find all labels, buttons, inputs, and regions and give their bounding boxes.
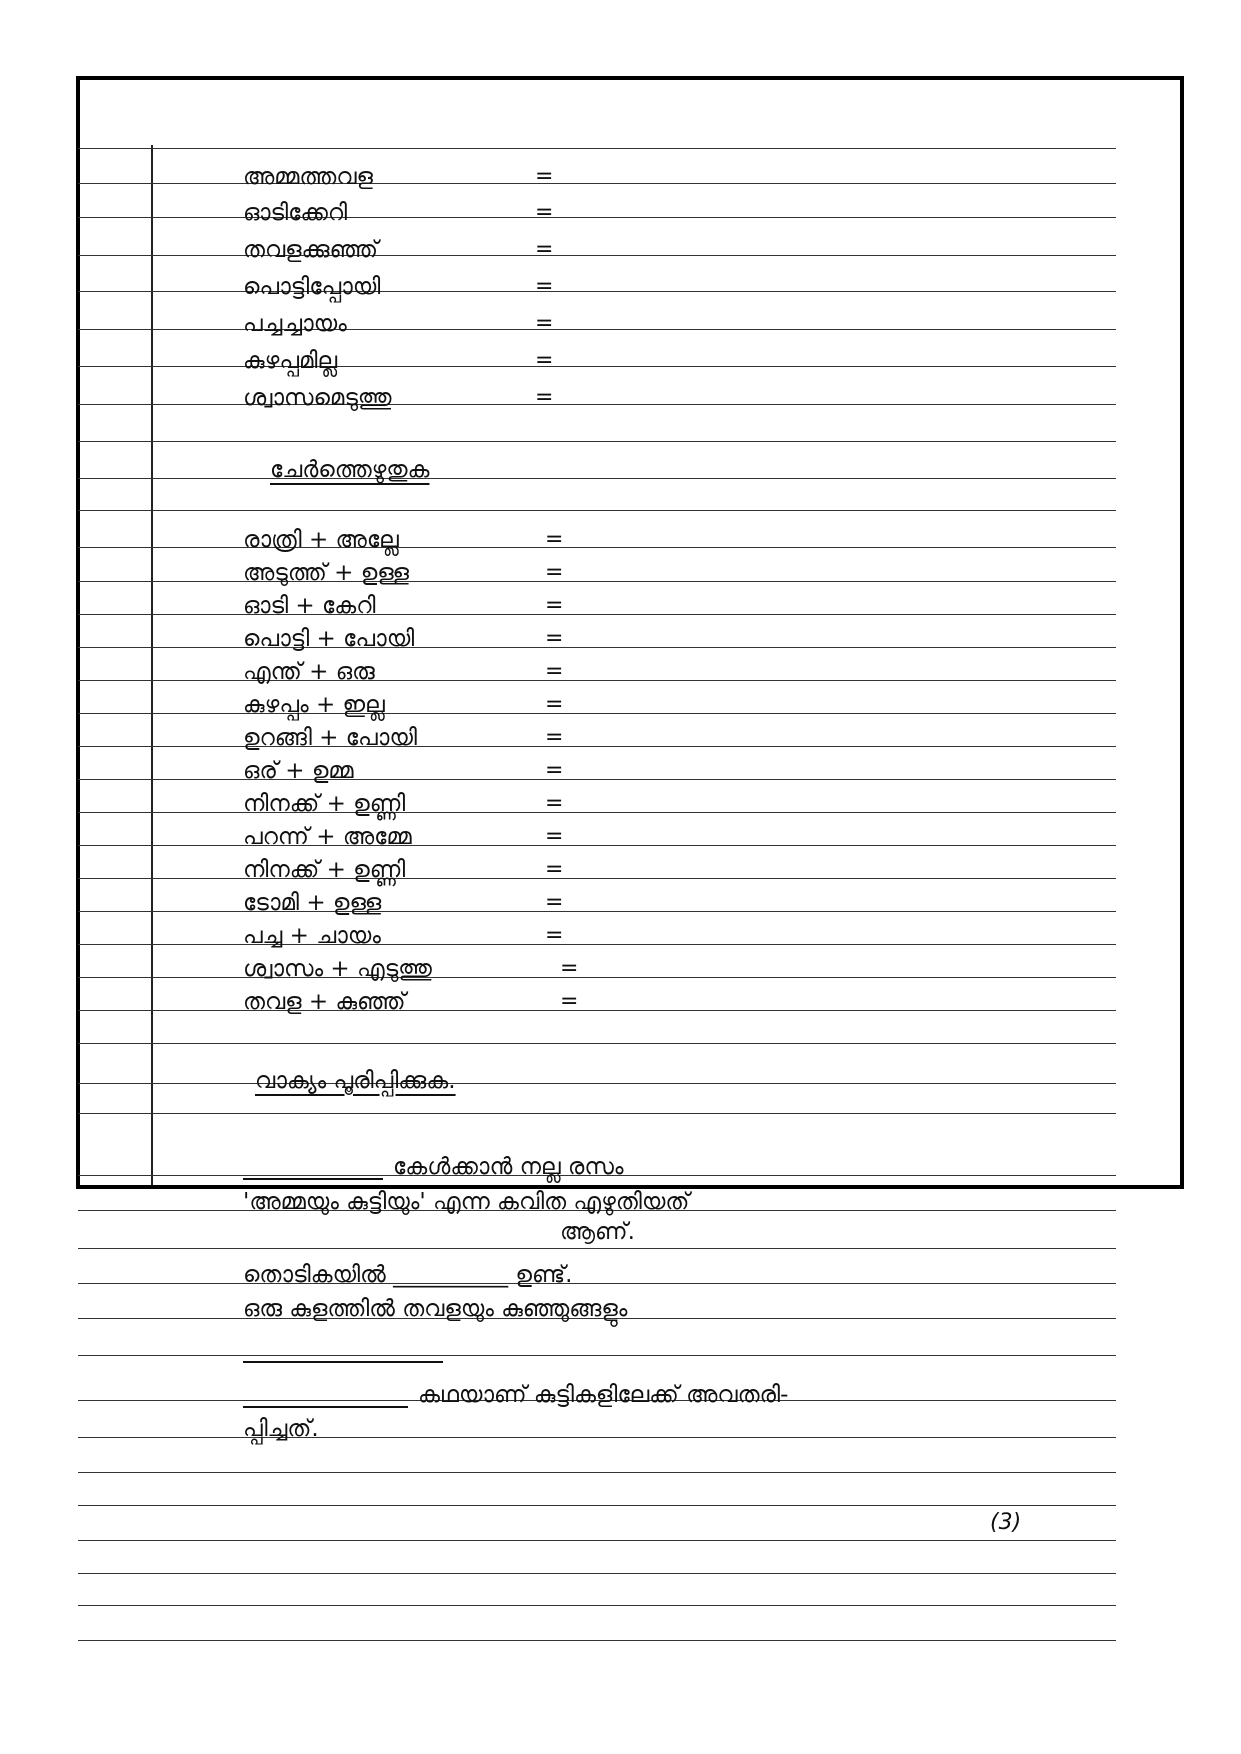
ruled-line xyxy=(78,255,1116,256)
ruled-line xyxy=(78,217,1116,218)
ruled-line xyxy=(78,404,1116,405)
ruled-line xyxy=(78,845,1116,846)
ruled-line xyxy=(78,1605,1116,1606)
answer-blank[interactable] xyxy=(243,1339,443,1363)
ruled-line xyxy=(78,148,1116,149)
ruled-line xyxy=(78,1113,1116,1114)
ruled-line xyxy=(78,1437,1116,1438)
ruled-line xyxy=(78,680,1116,681)
ruled-line xyxy=(78,1043,1116,1044)
ruled-line xyxy=(78,812,1116,813)
answer-blank[interactable] xyxy=(243,1384,408,1408)
ruled-line xyxy=(78,1505,1116,1506)
margin-line xyxy=(151,145,153,1185)
ruled-line xyxy=(78,1355,1116,1356)
ruled-line xyxy=(78,183,1116,184)
ruled-line xyxy=(78,366,1116,367)
ruled-line xyxy=(78,878,1116,879)
ruled-line xyxy=(78,1540,1116,1541)
answer-blank[interactable] xyxy=(243,1156,383,1180)
ruled-line xyxy=(78,1640,1116,1641)
ruled-line xyxy=(78,547,1116,548)
ruled-line xyxy=(78,1010,1116,1011)
ruled-line xyxy=(78,614,1116,615)
ruled-line xyxy=(78,441,1116,442)
ruled-line xyxy=(78,746,1116,747)
ruled-line xyxy=(78,977,1116,978)
ruled-line xyxy=(78,510,1116,511)
ruled-line xyxy=(78,291,1116,292)
ruled-line xyxy=(78,581,1116,582)
ruled-line xyxy=(78,329,1116,330)
ruled-line xyxy=(78,1283,1116,1284)
ruled-line xyxy=(78,944,1116,945)
ruled-line xyxy=(78,478,1116,479)
ruled-line xyxy=(78,713,1116,714)
ruled-line xyxy=(78,911,1116,912)
page-number: (3) xyxy=(990,1510,1022,1535)
ruled-line xyxy=(78,647,1116,648)
ruled-line xyxy=(78,779,1116,780)
ruled-line xyxy=(78,1472,1116,1473)
ruled-line xyxy=(78,1573,1116,1574)
ruled-line xyxy=(78,1083,1116,1084)
